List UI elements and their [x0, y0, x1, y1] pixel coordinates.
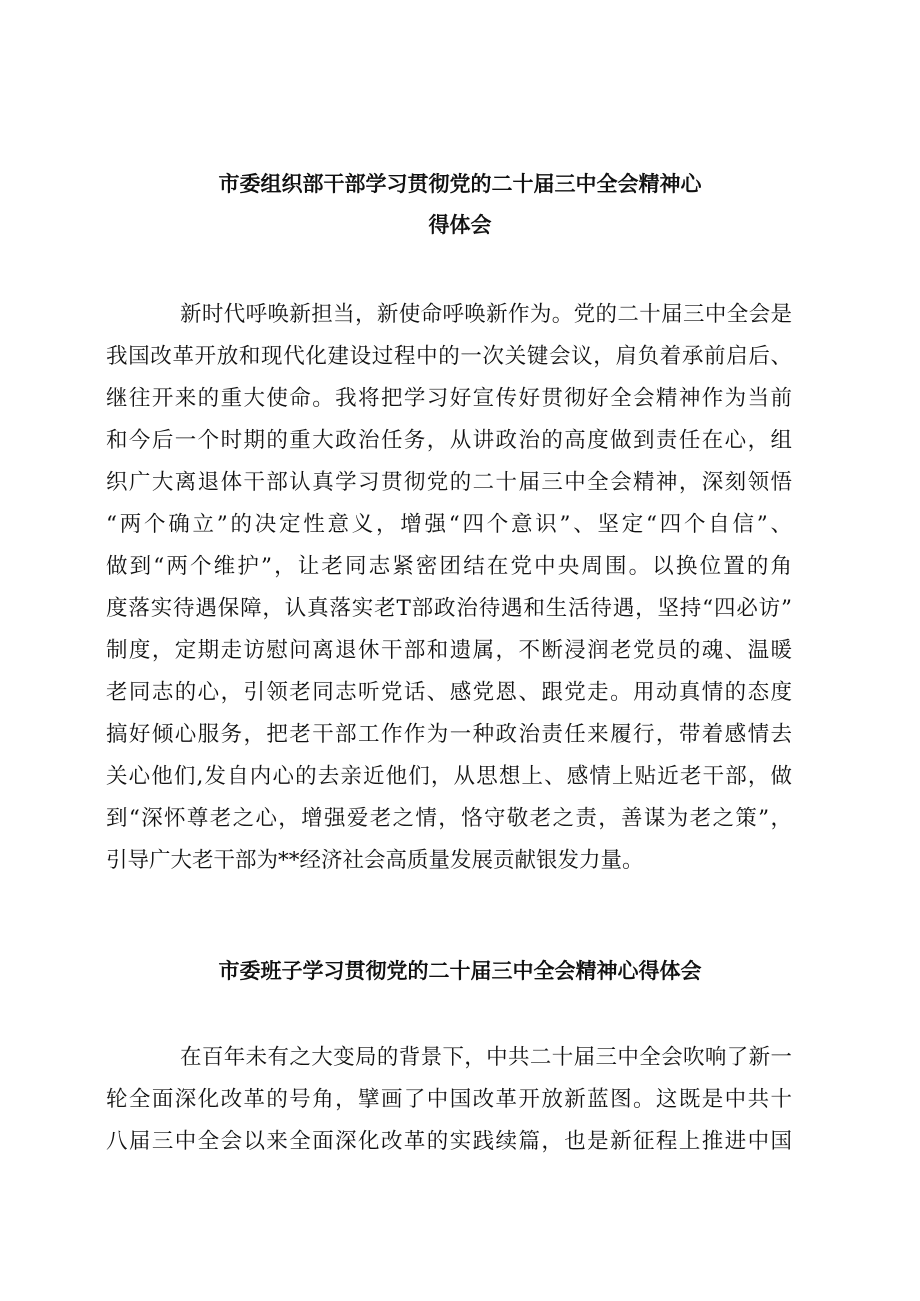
article2-title: 市委班子学习贯彻党的二十届三中全会精神心得体会	[218, 959, 702, 983]
article1-line: 引导广大老干部为**经济社会高质量发展贡献银发力量。	[106, 848, 644, 873]
article1-line: 老同志的心，引领老同志听党话、感党恩、跟党走。用动真情的态度	[106, 680, 792, 705]
article1-line: 继往开来的重大使命。我将把学习好宣传好贯彻好全会精神作为当前	[106, 386, 792, 411]
article1-line: 我国改革开放和现代化建设过程中的一次关键会议，肩负着承前启后、	[106, 344, 792, 369]
article1-line: “两个确立”的决定性意义，增强“四个意识”、坚定“四个自信”、	[106, 512, 792, 537]
article1-line: 制度，定期走访慰问离退休干部和遗属，不断浸润老党员的魂、温暖	[106, 638, 792, 663]
article1-line: 关心他们,发自内心的去亲近他们，从思想上、感情上贴近老干部，做	[106, 764, 792, 789]
article2-line: 轮全面深化改革的号角，擘画了中国改革开放新蓝图。这既是中共十	[106, 1087, 792, 1112]
article2-line: 在百年未有之大变局的背景下，中共二十届三中全会吹响了新一	[180, 1045, 792, 1070]
article1-line: 搞好倾心服务，把老干部工作作为一种政治责任来履行，带着感情去	[106, 722, 792, 747]
article1-title-line2: 得体会	[428, 213, 492, 237]
article1-line: 和今后一个时期的重大政治任务，从讲政治的高度做到责任在心，组	[106, 428, 792, 453]
article1-line: 新时代呼唤新担当，新使命呼唤新作为。党的二十届三中全会是	[180, 302, 792, 327]
article1-title-line1: 市委组织部干部学习贯彻党的二十届三中全会精神心	[218, 172, 702, 196]
article1-line: 织广大离退体干部认真学习贯彻党的二十届三中全会精神，深刻领悟	[106, 470, 792, 495]
article1-line: 度落实待遇保障，认真落实老T部政治待遇和生活待遇，坚持“四必访”	[106, 596, 792, 621]
article1-line: 到“深怀尊老之心，增强爱老之情，恪守敬老之责，善谋为老之策”，	[106, 806, 792, 831]
article1-line: 做到“两个维护”，让老同志紧密团结在党中央周围。以换位置的角	[106, 554, 792, 579]
article2-line: 八届三中全会以来全面深化改革的实践续篇，也是新征程上推进中国	[106, 1129, 792, 1154]
